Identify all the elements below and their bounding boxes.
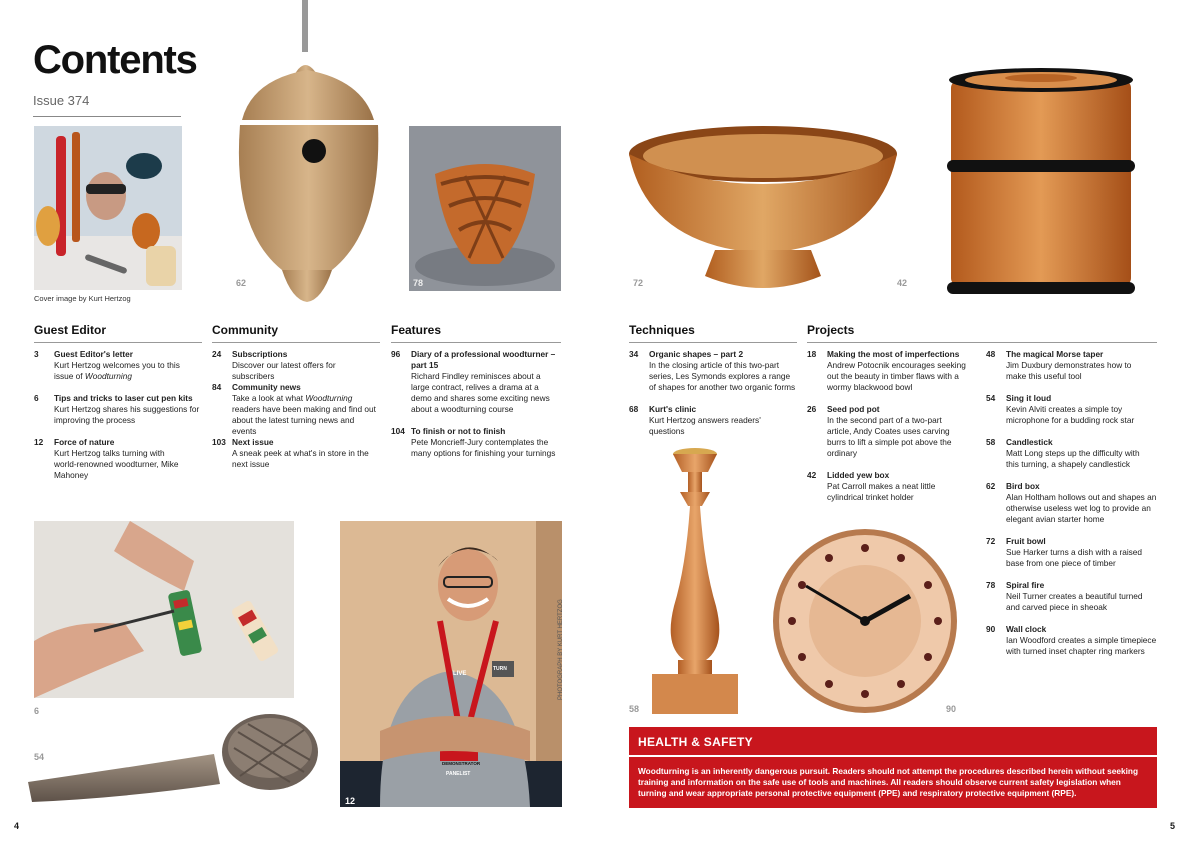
bowl-page-number: 72 bbox=[633, 278, 644, 288]
entry-title: The magical Morse taper bbox=[1006, 349, 1104, 359]
toc-entry[interactable] bbox=[34, 393, 202, 426]
entry-title: Organic shapes – part 2 bbox=[649, 349, 744, 359]
entry-desc: In the closing article of this two-part series, Les Symonds explores a range of shapes for another two organic forms bbox=[649, 360, 796, 392]
entry-title: Candlestick bbox=[1006, 437, 1053, 447]
toc-entry[interactable] bbox=[986, 536, 1146, 569]
entry-page: 90 bbox=[986, 624, 996, 634]
toc-entry[interactable] bbox=[986, 481, 1158, 525]
toc-entry[interactable] bbox=[807, 404, 967, 459]
clock-illustration bbox=[770, 526, 960, 716]
toc-entry[interactable] bbox=[34, 349, 194, 382]
entry-desc: Alan Holtham hollows out and shapes an otherwise useless wet log to provide an elegant avian starter home bbox=[1006, 492, 1157, 524]
section-heading-projects: Projects bbox=[807, 323, 855, 337]
pens-illustration bbox=[34, 521, 294, 698]
entry-title: Next issue bbox=[232, 437, 274, 447]
cover-image[interactable] bbox=[34, 126, 182, 290]
entry-title: Guest Editor's letter bbox=[54, 349, 133, 359]
section-rule-community bbox=[212, 342, 380, 343]
entry-page: 103 bbox=[212, 437, 226, 447]
entry-desc: Sue Harker turns a dish with a raised base from one piece of timber bbox=[1006, 547, 1143, 568]
editor-photo[interactable] bbox=[340, 521, 562, 807]
entry-desc: A sneak peek at what's in store in the next issue bbox=[232, 448, 369, 469]
pens-page-number: 6 bbox=[34, 706, 40, 716]
candle-illustration bbox=[650, 446, 740, 714]
entry-desc: Matt Long steps up the difficulty with this turning, a shapely candlestick bbox=[1006, 448, 1140, 469]
box-page-number: 42 bbox=[897, 278, 908, 288]
mic-page-number: 54 bbox=[34, 752, 45, 762]
spiral-page-number: 78 bbox=[413, 278, 424, 288]
entry-title: Sing it loud bbox=[1006, 393, 1052, 403]
birdbox-photo[interactable] bbox=[232, 0, 382, 306]
badge-bottom-text: PANELIST bbox=[446, 771, 471, 777]
toc-entry[interactable] bbox=[807, 349, 967, 393]
page-title: Contents bbox=[33, 38, 197, 82]
bowl-photo[interactable] bbox=[625, 124, 901, 300]
entry-title: Fruit bowl bbox=[1006, 536, 1046, 546]
entry-page: 18 bbox=[807, 349, 817, 359]
health-safety-text: Woodturning is an inherently dangerous pursuit. Readers should not attempt the procedures described herein without seeking training and information on the safe use of tools and machines. All readers should observe current safety legislation when turning and wear appropriate personal protective equipment (PPE) and respiratory protective equipment (RPE). bbox=[629, 757, 1157, 808]
photo-credit: PHOTOGRAPH BY KURT HERTZOG bbox=[558, 599, 564, 700]
entry-page: 42 bbox=[807, 470, 817, 480]
entry-title: Force of nature bbox=[54, 437, 115, 447]
entry-title: Kurt's clinic bbox=[649, 404, 697, 414]
entry-title: Bird box bbox=[1006, 481, 1040, 491]
entry-page: 34 bbox=[629, 349, 639, 359]
entry-page: 104 bbox=[391, 426, 405, 436]
section-rule-techniques bbox=[629, 342, 797, 343]
toc-entry[interactable] bbox=[807, 470, 967, 503]
shirt-text: TURN bbox=[493, 666, 507, 672]
toc-entry[interactable] bbox=[391, 349, 556, 415]
entry-title: Community news bbox=[232, 382, 301, 392]
entry-title: Wall clock bbox=[1006, 624, 1047, 634]
toc-entry[interactable] bbox=[986, 393, 1136, 426]
entry-desc: Pat Carroll makes a neat little cylindrical trinket holder bbox=[827, 481, 936, 502]
entry-page: 12 bbox=[34, 437, 44, 447]
entry-title: Lidded yew box bbox=[827, 470, 890, 480]
spiral-illustration bbox=[409, 126, 561, 291]
entry-page: 62 bbox=[986, 481, 996, 491]
issue-number: Issue 374 bbox=[33, 93, 90, 108]
toc-entry[interactable] bbox=[986, 624, 1158, 657]
entry-page: 68 bbox=[629, 404, 639, 414]
entry-page: 72 bbox=[986, 536, 996, 546]
entry-title: Spiral fire bbox=[1006, 580, 1045, 590]
entry-title: Seed pod pot bbox=[827, 404, 880, 414]
badge-top-text: DEMONSTRATOR bbox=[442, 761, 481, 766]
entry-title: Subscriptions bbox=[232, 349, 288, 359]
section-heading-community: Community bbox=[212, 323, 278, 337]
pens-photo[interactable] bbox=[34, 521, 294, 698]
entry-page: 96 bbox=[391, 349, 401, 359]
section-heading-guest-editor: Guest Editor bbox=[34, 323, 107, 337]
toc-entry[interactable] bbox=[212, 382, 380, 437]
entry-desc: Take a look at what Woodturning readers have been making and find out about the latest turning news and events bbox=[232, 393, 376, 436]
entry-desc: Neil Turner creates a beautiful turned and carved piece in sheoak bbox=[1006, 591, 1143, 612]
entry-desc: Kurt Hertzog talks turning with world-renowned woodturner, Mike Mahoney bbox=[54, 448, 179, 480]
entry-page: 24 bbox=[212, 349, 222, 359]
entry-desc: Kurt Hertzog answers readers' questions bbox=[649, 415, 761, 436]
section-rule-features bbox=[391, 342, 561, 343]
toc-entry[interactable] bbox=[986, 580, 1146, 613]
section-rule-projects bbox=[807, 342, 1157, 343]
section-heading-features: Features bbox=[391, 323, 442, 337]
clock-photo[interactable] bbox=[770, 526, 960, 716]
toc-entry[interactable] bbox=[986, 437, 1146, 470]
entry-desc: Kurt Hertzog welcomes you to this issue of Woodturning bbox=[54, 360, 180, 381]
entry-page: 54 bbox=[986, 393, 996, 403]
entry-page: 58 bbox=[986, 437, 996, 447]
section-rule-guest-editor bbox=[34, 342, 202, 343]
toc-entry[interactable] bbox=[629, 349, 797, 393]
entry-desc: Jim Duxbury demonstrates how to make this useful tool bbox=[1006, 360, 1132, 381]
lanyard-text: LIVE bbox=[453, 671, 467, 677]
entry-desc: Kevin Alviti creates a simple toy microphone for a budding rock star bbox=[1006, 404, 1135, 425]
cover-illustration bbox=[34, 126, 182, 290]
entry-title: Diary of a professional woodturner – part 15 bbox=[411, 349, 556, 370]
toc-entry[interactable] bbox=[212, 437, 372, 470]
toc-entry[interactable] bbox=[629, 404, 797, 437]
mic-illustration bbox=[24, 712, 318, 804]
entry-title: To finish or not to finish bbox=[411, 426, 506, 436]
box-illustration bbox=[945, 66, 1137, 300]
section-heading-techniques: Techniques bbox=[629, 323, 695, 337]
birdbox-page-number: 62 bbox=[236, 278, 247, 288]
entry-page: 6 bbox=[34, 393, 39, 403]
entry-desc: Richard Findley reminisces about a large contract, relives a drama at a demo and shares some exciting news about a woodturning course bbox=[411, 371, 550, 414]
entry-page: 26 bbox=[807, 404, 817, 414]
mic-photo[interactable] bbox=[24, 712, 318, 804]
entry-desc: Ian Woodford creates a simple timepiece with turned inset chapter ring markers bbox=[1006, 635, 1157, 656]
page-number-right: 5 bbox=[1170, 821, 1176, 831]
toc-entry[interactable] bbox=[34, 437, 184, 481]
cover-caption: Cover image by Kurt Hertzog bbox=[34, 294, 131, 303]
toc-entry[interactable] bbox=[212, 349, 380, 382]
entry-page: 84 bbox=[212, 382, 222, 392]
entry-page: 48 bbox=[986, 349, 996, 359]
issue-divider bbox=[33, 116, 181, 117]
clock-page-number: 90 bbox=[946, 704, 957, 714]
page-number-left: 4 bbox=[14, 821, 20, 831]
health-safety-heading: HEALTH & SAFETY bbox=[638, 735, 753, 749]
editor-page-number: 12 bbox=[345, 796, 356, 806]
entry-desc: Kurt Hertzog shares his suggestions for improving the process bbox=[54, 404, 200, 425]
toc-entry[interactable] bbox=[986, 349, 1146, 382]
entry-desc: In the second part of a two-part article, Andy Coates uses carving burrs to lift a simple pot above the ordinary bbox=[827, 415, 952, 458]
bowl-illustration bbox=[625, 124, 901, 300]
spiral-photo[interactable] bbox=[409, 126, 561, 291]
entry-desc: Discover our latest offers for subscribers bbox=[232, 360, 336, 381]
entry-page: 3 bbox=[34, 349, 39, 359]
box-photo[interactable] bbox=[945, 66, 1137, 300]
birdbox-illustration bbox=[232, 0, 382, 306]
entry-title: Tips and tricks to laser cut pen kits bbox=[54, 393, 193, 403]
candle-page-number: 58 bbox=[629, 704, 640, 714]
toc-entry[interactable] bbox=[391, 426, 561, 459]
health-safety-header bbox=[629, 727, 1157, 755]
entry-desc: Andrew Potocnik encourages seeking out the beauty in timber flaws with a wormy blackwood bowl bbox=[827, 360, 966, 392]
candle-photo[interactable] bbox=[650, 446, 740, 714]
entry-page: 78 bbox=[986, 580, 996, 590]
entry-title: Making the most of imperfections bbox=[827, 349, 960, 359]
entry-desc: Pete Moncrieff-Jury contemplates the many options for finishing your turnings bbox=[411, 437, 556, 458]
